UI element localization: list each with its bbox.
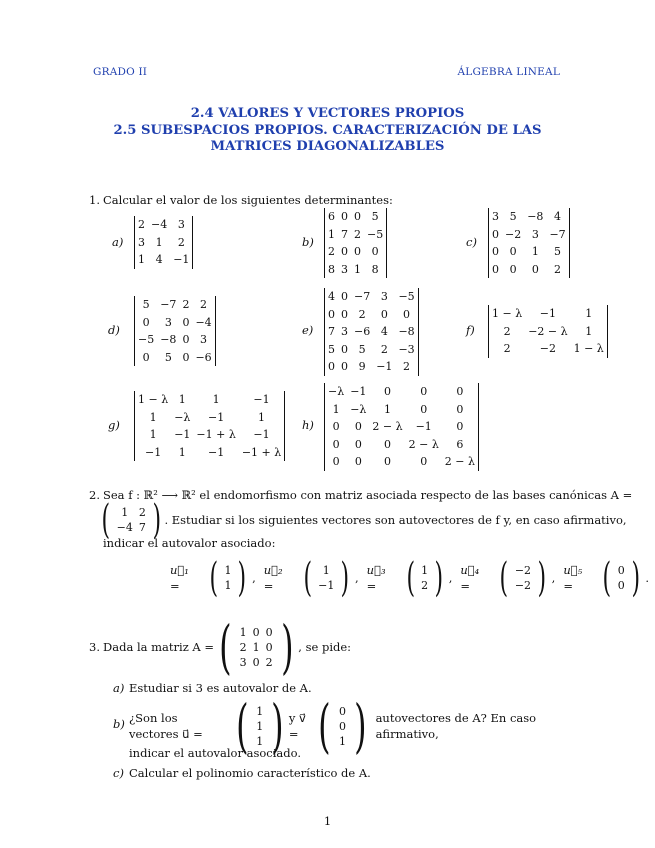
- det-b-label: b): [302, 235, 314, 249]
- determinant-entry: 2: [503, 324, 511, 338]
- vector-entry: 2: [421, 579, 429, 592]
- separator: ,: [448, 571, 453, 585]
- det-e-label: e): [302, 323, 314, 337]
- left-paren: (: [235, 692, 249, 760]
- header-course: GRADO II: [93, 66, 148, 78]
- determinant-entry: 1: [258, 410, 266, 424]
- determinant-entry: 0: [182, 315, 190, 329]
- determinant-entry: 0: [492, 227, 499, 241]
- determinant-entry: −4: [151, 218, 168, 231]
- ex3-a-label: a): [113, 681, 125, 695]
- determinant-entry: 0: [456, 385, 464, 398]
- determinant-entry: −1: [350, 385, 367, 398]
- determinant-entry: 0: [420, 402, 428, 416]
- determinant-entry: 3: [492, 210, 499, 223]
- determinant-entry: −8: [160, 333, 177, 346]
- determinant-entry: 3: [341, 262, 348, 276]
- determinant-a: [134, 216, 193, 269]
- right-paren: ): [354, 692, 367, 760]
- vector-name: u⃗₂ =: [263, 563, 283, 593]
- determinant-entry: 2: [138, 218, 145, 231]
- exercise-2-statement-2: . Estudiar si los siguientes vectores son autovectores de f y, en caso afirmativo,: [164, 513, 627, 527]
- determinant-entry: −2: [539, 342, 556, 355]
- determinant-entry: −1: [539, 307, 556, 320]
- matrix-entry: 0: [265, 625, 273, 639]
- determinant-entry: 0: [341, 360, 348, 373]
- determinant-entry: 0: [384, 437, 392, 451]
- column-vector: [599, 555, 643, 601]
- exercise-1-statement: Calcular el valor de los siguientes determinantes:: [103, 193, 393, 207]
- determinant-entry: 0: [332, 437, 340, 451]
- ex3-c-label: c): [113, 766, 124, 780]
- determinant-entry: 0: [354, 245, 361, 258]
- matrix-entry: 2: [138, 506, 146, 519]
- determinant-entry: 2: [554, 262, 562, 276]
- determinant-entry: −7: [354, 290, 371, 303]
- matrix-entry: 1: [121, 506, 129, 519]
- ex3-c-text: Calcular el polinomio característico de A.: [129, 766, 371, 780]
- column-vector: [300, 555, 353, 601]
- determinant-entry: 0: [341, 307, 348, 321]
- title-line-1: 2.4 VALORES Y VECTORES PROPIOS: [190, 106, 465, 121]
- determinant-entry: 1: [384, 402, 392, 416]
- matrix-entry: 7: [138, 521, 146, 534]
- column-vector: [206, 555, 250, 601]
- determinant-entry: 0: [354, 210, 361, 223]
- determinant-entry: 2: [403, 360, 411, 373]
- determinant-entry: 0: [328, 307, 335, 321]
- determinant-entry: 2: [177, 235, 185, 249]
- determinant-entry: 0: [420, 385, 428, 398]
- right-paren: ): [537, 555, 547, 601]
- determinant-entry: 0: [341, 210, 348, 223]
- ex3-b-text-2: autovectores de A? En caso afirmativo,: [375, 711, 537, 741]
- right-paren: ): [631, 555, 640, 601]
- determinant-b: [324, 208, 387, 278]
- determinant-entry: −5: [367, 227, 384, 241]
- right-paren: ): [271, 692, 284, 760]
- left-paren: (: [219, 613, 232, 681]
- determinant-entry: −4: [195, 315, 212, 329]
- determinant-entry: 0: [354, 437, 362, 451]
- determinant-entry: −6: [354, 325, 371, 338]
- determinant-entry: −8: [398, 325, 415, 338]
- determinant-entry: 2: [182, 298, 190, 311]
- determinant-entry: 3: [531, 227, 539, 241]
- determinant-h: [324, 383, 479, 471]
- matrix-entry: 2: [265, 655, 273, 669]
- determinant-entry: 0: [509, 262, 517, 276]
- determinant-entry: 6: [456, 437, 464, 451]
- determinant-entry: 0: [420, 455, 428, 468]
- vector-entry: 0: [338, 719, 346, 733]
- matrix-entry: 1: [252, 640, 260, 654]
- vector-name: u⃗₁ =: [170, 563, 189, 593]
- right-paren: ): [152, 497, 161, 543]
- left-paren: (: [209, 555, 218, 601]
- determinant-entry: 0: [371, 245, 379, 258]
- matrix-A-3x3: [214, 613, 298, 681]
- vector-entry: 1: [322, 564, 330, 577]
- determinant-entry: 0: [341, 290, 348, 303]
- vector-entry: 1: [256, 734, 264, 748]
- vector-entry: 1: [224, 564, 232, 577]
- determinant-entry: −1: [415, 420, 432, 433]
- determinant-f: [488, 305, 608, 358]
- vector-entry: 0: [338, 704, 346, 718]
- ex3-b-text-1: ¿Son los vectores u⃗ =: [129, 711, 203, 741]
- vector-entry: 0: [617, 564, 625, 577]
- matrix-entry: 0: [252, 655, 260, 669]
- det-c-label: c): [466, 235, 477, 249]
- determinant-entry: 0: [403, 307, 411, 321]
- determinant-entry: 1 − λ: [492, 307, 523, 320]
- determinant-entry: 6: [328, 210, 335, 223]
- determinant-entry: 1: [328, 227, 335, 241]
- determinant-entry: 0: [456, 402, 464, 416]
- determinant-entry: 1: [585, 307, 593, 320]
- right-paren: ): [280, 613, 294, 681]
- separator: .: [645, 571, 650, 585]
- determinant-entry: 1: [332, 402, 340, 416]
- determinant-entry: −λ: [350, 402, 367, 416]
- header-subject: ÁLGEBRA LINEAL: [457, 66, 560, 78]
- determinant-entry: 0: [182, 333, 190, 346]
- determinant-entry: 3: [164, 315, 172, 329]
- left-paren: (: [303, 555, 312, 601]
- determinant-g: [134, 391, 285, 461]
- determinant-entry: 3: [177, 218, 185, 231]
- determinant-entry: 0: [341, 342, 348, 356]
- left-paren: (: [101, 497, 111, 543]
- determinant-entry: 0: [354, 455, 362, 468]
- right-paren: ): [340, 555, 350, 601]
- determinant-entry: −7: [160, 298, 177, 311]
- determinant-entry: 2 − λ: [408, 437, 439, 451]
- left-paren: (: [602, 555, 612, 601]
- vector-entry: 1: [421, 564, 429, 577]
- vector-name: u⃗₅ =: [563, 563, 583, 593]
- vector-v: [313, 692, 371, 760]
- det-g-label: g): [108, 418, 120, 432]
- determinant-entry: −5: [398, 290, 415, 303]
- determinant-entry: 1: [155, 235, 163, 249]
- determinant-entry: 5: [142, 298, 150, 311]
- determinant-entry: 8: [371, 262, 379, 276]
- determinant-entry: 1 − λ: [138, 393, 169, 406]
- column-vector: [403, 555, 447, 601]
- separator: ,: [355, 571, 359, 585]
- determinant-entry: 1: [531, 245, 539, 258]
- determinant-entry: −1: [173, 253, 190, 266]
- determinant-entry: 1 − λ: [573, 342, 604, 355]
- determinant-entry: 0: [332, 420, 340, 433]
- determinant-entry: −1: [208, 445, 225, 459]
- determinant-entry: −λ: [174, 410, 191, 424]
- left-paren: (: [406, 555, 415, 601]
- ex3-b-label: b): [113, 717, 125, 731]
- vector-list: [170, 555, 655, 601]
- title-line-3: MATRICES DIAGONALIZABLES: [210, 139, 445, 154]
- separator: ,: [551, 571, 556, 585]
- determinant-entry: 0: [332, 455, 340, 468]
- matrix-entry: 3: [239, 655, 247, 669]
- determinant-entry: 0: [182, 350, 190, 364]
- determinant-entry: 5: [164, 350, 172, 364]
- determinant-entry: −8: [527, 210, 544, 223]
- determinant-entry: 2: [380, 342, 388, 356]
- ex3-a-text: Estudiar si 3 es autovalor de A.: [129, 681, 312, 695]
- determinant-entry: 4: [328, 290, 335, 303]
- determinant-entry: 0: [384, 385, 392, 398]
- determinant-entry: 5: [358, 342, 366, 356]
- determinant-entry: 4: [155, 253, 163, 266]
- exercise-3-intro-end: , se pide:: [298, 640, 352, 654]
- determinant-entry: 0: [384, 455, 392, 468]
- determinant-entry: 0: [531, 262, 539, 276]
- determinant-entry: −1: [253, 428, 270, 441]
- matrix-entry: −4: [116, 521, 133, 534]
- determinant-entry: −1 + λ: [196, 428, 236, 441]
- matrix-entry: 2: [239, 640, 247, 654]
- determinant-entry: −1: [144, 445, 162, 459]
- vector-name: u⃗₃ =: [366, 563, 386, 593]
- column-vector: [496, 555, 549, 601]
- determinant-entry: 2: [200, 298, 208, 311]
- right-paren: ): [434, 555, 444, 601]
- determinant-entry: −1: [253, 393, 270, 406]
- determinant-entry: 1: [149, 428, 157, 441]
- determinant-entry: −1 + λ: [241, 445, 282, 459]
- determinant-entry: 3: [200, 333, 208, 346]
- determinant-entry: 1: [138, 253, 145, 266]
- determinant-entry: 1: [354, 262, 361, 276]
- determinant-entry: 5: [371, 210, 379, 223]
- determinant-entry: 8: [328, 262, 335, 276]
- determinant-entry: 7: [341, 227, 348, 241]
- separator: ,: [252, 571, 256, 585]
- det-f-label: f): [466, 323, 475, 337]
- determinant-entry: −1: [208, 410, 225, 424]
- determinant-entry: 0: [492, 245, 499, 258]
- vector-entry: −1: [318, 579, 335, 592]
- ex3-b-and: y v⃗ =: [288, 711, 306, 741]
- determinant-entry: 3: [380, 290, 388, 303]
- determinant-entry: −λ: [328, 385, 345, 398]
- determinant-d: [134, 296, 216, 366]
- vector-entry: 1: [224, 579, 232, 592]
- determinant-entry: −3: [398, 342, 415, 356]
- left-paren: (: [318, 692, 331, 760]
- determinant-entry: 3: [341, 325, 348, 338]
- determinant-entry: 7: [328, 325, 335, 338]
- left-paren: (: [499, 555, 509, 601]
- determinant-entry: 0: [456, 420, 464, 433]
- determinant-c: [488, 208, 570, 278]
- determinant-entry: 0: [328, 360, 335, 373]
- vector-entry: −2: [514, 579, 532, 592]
- determinant-entry: 9: [358, 360, 366, 373]
- vector-entry: −2: [514, 564, 532, 577]
- determinant-entry: 4: [554, 210, 562, 223]
- determinant-entry: 1: [178, 445, 186, 459]
- determinant-entry: 1: [178, 393, 186, 406]
- page-number: 1: [323, 814, 332, 828]
- determinant-entry: −1: [376, 360, 393, 373]
- determinant-e: [324, 288, 419, 376]
- matrix-A-2x2: [98, 497, 164, 543]
- determinant-entry: 0: [509, 245, 517, 258]
- determinant-entry: 1: [212, 393, 220, 406]
- determinant-entry: 0: [142, 315, 150, 329]
- determinant-entry: −6: [195, 350, 212, 364]
- det-a-label: a): [112, 235, 124, 249]
- determinant-entry: −7: [549, 227, 566, 241]
- right-paren: ): [237, 555, 247, 601]
- exercise-3-number: 3.: [89, 640, 100, 654]
- determinant-entry: 5: [509, 210, 517, 223]
- page-title: [0, 106, 655, 156]
- exercise-2-number: 2.: [89, 488, 100, 502]
- determinant-entry: 5: [554, 245, 562, 258]
- determinant-entry: 0: [492, 262, 499, 276]
- vector-entry: 1: [256, 719, 264, 733]
- exercise-2-statement-3: indicar el autovalor asociado:: [103, 536, 276, 550]
- exercise-2-statement-1: Sea f : ℝ² ⟶ ℝ² el endomorfismo con matriz asociada respecto de las bases canónicas A =: [103, 488, 633, 502]
- determinant-entry: 2: [328, 245, 335, 258]
- matrix-entry: 0: [252, 625, 260, 639]
- det-d-label: d): [108, 323, 120, 337]
- determinant-entry: 2 − λ: [444, 455, 475, 468]
- vector-name: u⃗₄ =: [460, 563, 480, 593]
- determinant-entry: −1: [174, 428, 191, 441]
- determinant-entry: 3: [138, 235, 145, 249]
- determinant-entry: 2: [358, 307, 366, 321]
- vector-entry: 1: [256, 704, 264, 718]
- determinant-entry: 4: [380, 325, 388, 338]
- det-h-label: h): [302, 418, 314, 432]
- determinant-entry: 0: [380, 307, 388, 321]
- title-line-2: 2.5 SUBESPACIOS PROPIOS. CARACTERIZACIÓN DE LAS: [113, 122, 542, 138]
- exercise-3-intro-text: Dada la matriz A =: [103, 640, 215, 654]
- matrix-entry: 1: [239, 625, 247, 639]
- determinant-entry: −2: [505, 227, 522, 241]
- determinant-entry: 2: [354, 227, 361, 241]
- determinant-entry: 5: [328, 342, 335, 356]
- determinant-entry: 0: [142, 350, 150, 364]
- determinant-entry: 1: [585, 324, 593, 338]
- vector-entry: 1: [338, 734, 346, 748]
- exercise-1-number: 1.: [89, 193, 100, 207]
- determinant-entry: 2: [503, 342, 511, 355]
- determinant-entry: 2 − λ: [372, 420, 403, 433]
- determinant-entry: −5: [138, 333, 155, 346]
- determinant-entry: 0: [354, 420, 362, 433]
- determinant-entry: −2 − λ: [528, 324, 568, 338]
- determinant-entry: 1: [149, 410, 157, 424]
- ex3-b-text-3: indicar el autovalor asociado.: [129, 746, 302, 760]
- vector-entry: 0: [617, 579, 625, 592]
- determinant-entry: 0: [341, 245, 348, 258]
- matrix-entry: 0: [265, 640, 273, 654]
- exercise-3-intro: [103, 613, 352, 681]
